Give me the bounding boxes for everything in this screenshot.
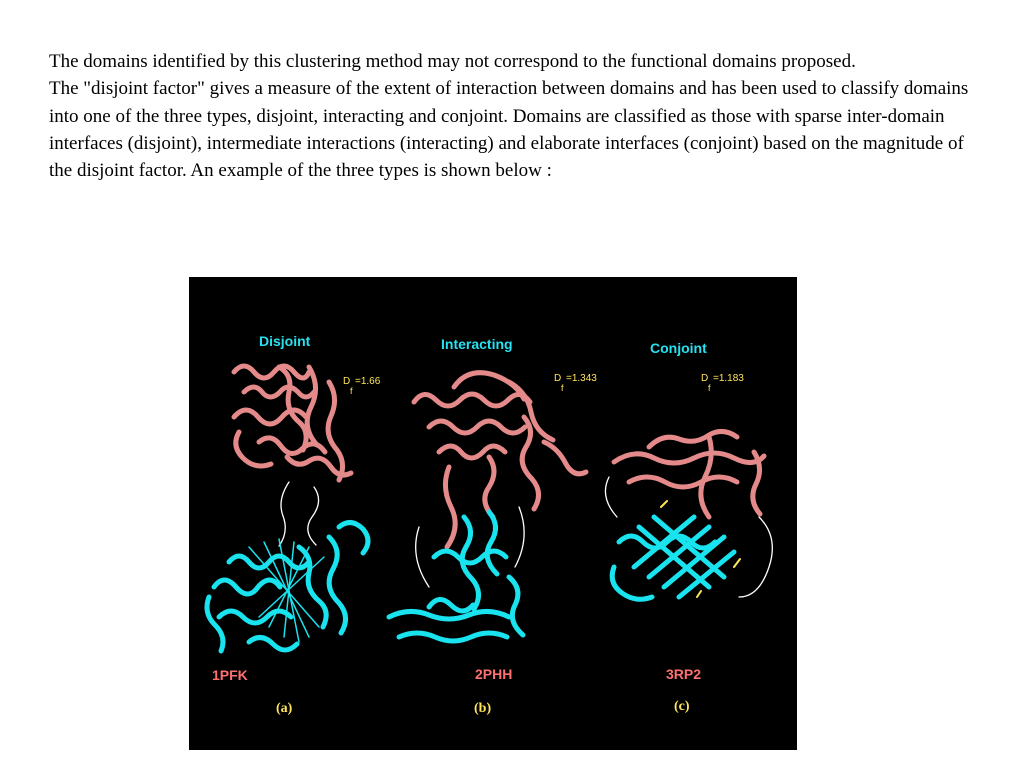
df-value: =1.183 bbox=[713, 373, 744, 384]
panel-title-interacting: Interacting bbox=[441, 336, 513, 352]
domain-types-figure bbox=[189, 277, 797, 750]
df-symbol: D bbox=[343, 376, 351, 387]
df-symbol: D bbox=[554, 373, 562, 384]
df-subscript: f bbox=[708, 383, 711, 393]
df-symbol: D bbox=[701, 373, 709, 384]
pdb-id-3rp2: 3RP2 bbox=[666, 666, 702, 682]
panel-title-conjoint: Conjoint bbox=[650, 340, 707, 356]
structure-3rp2 bbox=[605, 431, 772, 599]
structure-1pfk bbox=[207, 366, 368, 651]
df-value: =1.66 bbox=[355, 376, 381, 387]
df-subscript: f bbox=[561, 383, 564, 393]
structure-2phh bbox=[389, 373, 586, 641]
pdb-id-1pfk: 1PFK bbox=[212, 667, 248, 683]
sub-label-b: (b) bbox=[474, 701, 492, 716]
sub-label-c: (c) bbox=[674, 699, 690, 714]
df-value: =1.343 bbox=[566, 373, 597, 384]
paragraph-2: The "disjoint factor" gives a measure of the extent of interaction between domains and has been used to classify domains into one of the three types, disjoint, interacting and conjoint. Domains are classified as those with sparse inter-domain interfaces (disjoint), intermediate interactions (interacting) and elaborate interfaces (conjoint) based on the magnitude of the disjoint factor. An example of the three types is shown below : bbox=[49, 78, 969, 182]
df-subscript: f bbox=[350, 386, 353, 396]
paragraph-1: The domains identified by this clustering method may not correspond to the functional domains proposed. bbox=[49, 51, 856, 72]
sub-label-a: (a) bbox=[276, 701, 293, 716]
pdb-id-2phh: 2PHH bbox=[475, 666, 513, 682]
body-text bbox=[49, 48, 984, 184]
panel-title-disjoint: Disjoint bbox=[259, 333, 311, 349]
